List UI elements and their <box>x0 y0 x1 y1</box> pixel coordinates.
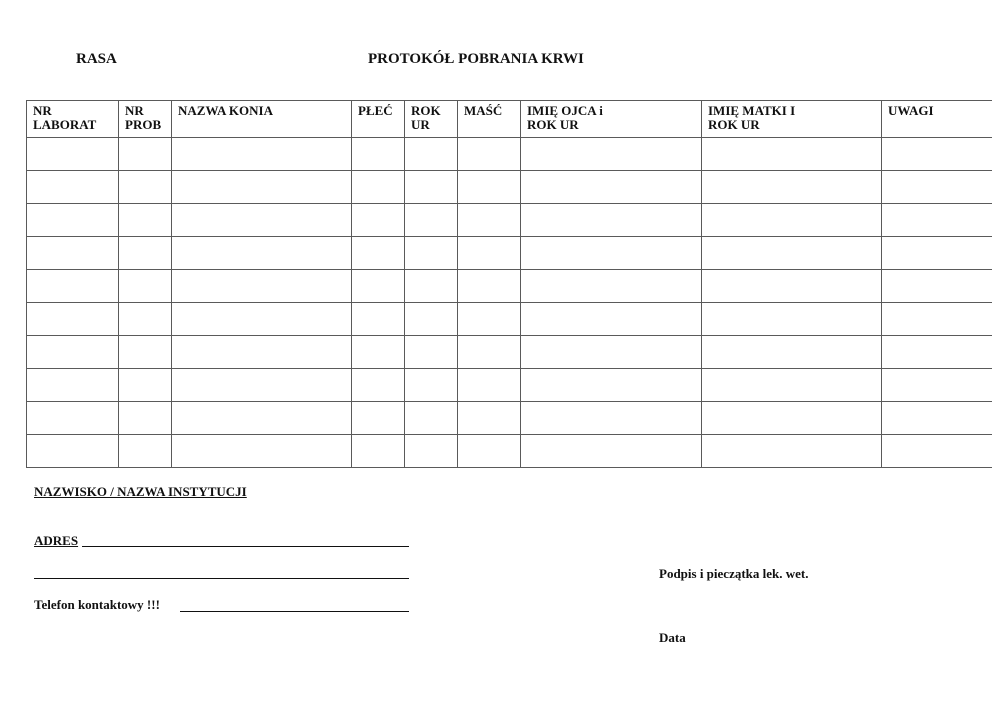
table-cell[interactable] <box>882 336 992 369</box>
table-cell[interactable] <box>882 270 992 303</box>
table-cell[interactable] <box>352 435 405 468</box>
table-cell[interactable] <box>702 303 882 336</box>
institution-label: NAZWISKO / NAZWA INSTYTUCJI <box>34 484 247 499</box>
table-cell[interactable] <box>352 336 405 369</box>
table-cell[interactable] <box>119 204 172 237</box>
table-cell[interactable] <box>352 270 405 303</box>
table-cell[interactable] <box>27 402 119 435</box>
table-cell[interactable] <box>172 303 352 336</box>
page-title: PROTOKÓŁ POBRANIA KRWI <box>368 51 584 67</box>
table-cell[interactable] <box>521 171 702 204</box>
table-cell[interactable] <box>405 369 458 402</box>
table-row <box>27 336 992 369</box>
table-cell[interactable] <box>119 237 172 270</box>
table-cell[interactable] <box>521 138 702 171</box>
table-cell[interactable] <box>405 303 458 336</box>
table-cell[interactable] <box>458 369 521 402</box>
address-line-2[interactable] <box>34 564 409 579</box>
table-cell[interactable] <box>405 204 458 237</box>
table-cell[interactable] <box>882 204 992 237</box>
table-cell[interactable] <box>405 435 458 468</box>
table-cell[interactable] <box>172 435 352 468</box>
table-row <box>27 171 992 204</box>
table-body <box>27 138 992 468</box>
table-cell[interactable] <box>521 237 702 270</box>
col-header-imie-matki: IMIĘ MATKI I ROK UR <box>702 101 882 138</box>
table-cell[interactable] <box>119 171 172 204</box>
signature-label: Podpis i pieczątka lek. wet. <box>659 566 809 581</box>
phone-line[interactable] <box>180 597 409 612</box>
table-cell[interactable] <box>27 204 119 237</box>
table-cell[interactable] <box>458 270 521 303</box>
table-cell[interactable] <box>27 369 119 402</box>
table-cell[interactable] <box>882 369 992 402</box>
table-cell[interactable] <box>119 270 172 303</box>
table-cell[interactable] <box>405 402 458 435</box>
table-cell[interactable] <box>172 369 352 402</box>
table-cell[interactable] <box>702 270 882 303</box>
table-cell[interactable] <box>405 237 458 270</box>
table-cell[interactable] <box>702 435 882 468</box>
table-cell[interactable] <box>172 204 352 237</box>
table-row <box>27 237 992 270</box>
col-header-imie-ojca: IMIĘ OJCA i ROK UR <box>521 101 702 138</box>
table-cell[interactable] <box>521 303 702 336</box>
table-row <box>27 402 992 435</box>
col-header-rok-ur: ROK UR <box>405 101 458 138</box>
table-cell[interactable] <box>119 369 172 402</box>
table-row <box>27 435 992 468</box>
table-cell[interactable] <box>172 171 352 204</box>
table-cell[interactable] <box>882 303 992 336</box>
col-header-nr-laborat: NR LABORAT <box>27 101 119 138</box>
table-cell[interactable] <box>352 138 405 171</box>
table-cell[interactable] <box>521 402 702 435</box>
table-cell[interactable] <box>521 336 702 369</box>
table-cell[interactable] <box>352 171 405 204</box>
table-cell[interactable] <box>521 204 702 237</box>
table-cell[interactable] <box>458 435 521 468</box>
table-cell[interactable] <box>172 270 352 303</box>
table-row <box>27 138 992 171</box>
table-cell[interactable] <box>458 237 521 270</box>
table-cell[interactable] <box>458 138 521 171</box>
col-header-plec: PŁEĆ <box>352 101 405 138</box>
table-cell[interactable] <box>352 204 405 237</box>
table-cell[interactable] <box>458 336 521 369</box>
table-cell[interactable] <box>352 303 405 336</box>
breed-label: RASA <box>76 51 117 67</box>
table-cell[interactable] <box>702 336 882 369</box>
table-row <box>27 303 992 336</box>
table-cell[interactable] <box>702 171 882 204</box>
table-cell[interactable] <box>119 138 172 171</box>
table-header-row <box>27 101 992 138</box>
col-header-masc: MAŚĆ <box>458 101 521 138</box>
table-cell[interactable] <box>882 435 992 468</box>
table-cell[interactable] <box>172 138 352 171</box>
table-cell[interactable] <box>702 204 882 237</box>
table-cell[interactable] <box>702 237 882 270</box>
address-line-1[interactable] <box>82 532 409 547</box>
table-cell[interactable] <box>27 303 119 336</box>
table-cell[interactable] <box>119 303 172 336</box>
table-row <box>27 270 992 303</box>
table-cell[interactable] <box>352 369 405 402</box>
col-header-uwagi: UWAGI <box>882 101 992 138</box>
table-cell[interactable] <box>172 402 352 435</box>
table-cell[interactable] <box>405 336 458 369</box>
table-cell[interactable] <box>405 138 458 171</box>
table-cell[interactable] <box>882 171 992 204</box>
table-cell[interactable] <box>521 435 702 468</box>
date-label: Data <box>659 630 686 645</box>
table-cell[interactable] <box>27 435 119 468</box>
table-cell[interactable] <box>882 237 992 270</box>
table-cell[interactable] <box>172 237 352 270</box>
table-cell[interactable] <box>27 171 119 204</box>
table-cell[interactable] <box>27 138 119 171</box>
table-cell[interactable] <box>27 270 119 303</box>
table-cell[interactable] <box>172 336 352 369</box>
table-cell[interactable] <box>119 336 172 369</box>
table-cell[interactable] <box>27 336 119 369</box>
table-cell[interactable] <box>458 171 521 204</box>
table-cell[interactable] <box>119 435 172 468</box>
col-header-nr-prob: NR PROB <box>119 101 172 138</box>
table-cell[interactable] <box>882 138 992 171</box>
table-cell[interactable] <box>405 270 458 303</box>
table-cell[interactable] <box>521 369 702 402</box>
table-cell[interactable] <box>458 303 521 336</box>
table-cell[interactable] <box>352 237 405 270</box>
table-cell[interactable] <box>521 270 702 303</box>
table-cell[interactable] <box>405 171 458 204</box>
table-cell[interactable] <box>27 237 119 270</box>
table-cell[interactable] <box>702 369 882 402</box>
table-cell[interactable] <box>702 402 882 435</box>
address-label: ADRES <box>34 533 79 548</box>
table-cell[interactable] <box>458 402 521 435</box>
table-cell[interactable] <box>119 402 172 435</box>
col-header-nazwa-konia: NAZWA KONIA <box>172 101 352 138</box>
sample-table <box>26 100 992 468</box>
table-cell[interactable] <box>352 402 405 435</box>
table-cell[interactable] <box>702 138 882 171</box>
table-cell[interactable] <box>882 402 992 435</box>
phone-label: Telefon kontaktowy !!! <box>34 597 160 612</box>
table-cell[interactable] <box>458 204 521 237</box>
table-row <box>27 369 992 402</box>
table-row <box>27 204 992 237</box>
